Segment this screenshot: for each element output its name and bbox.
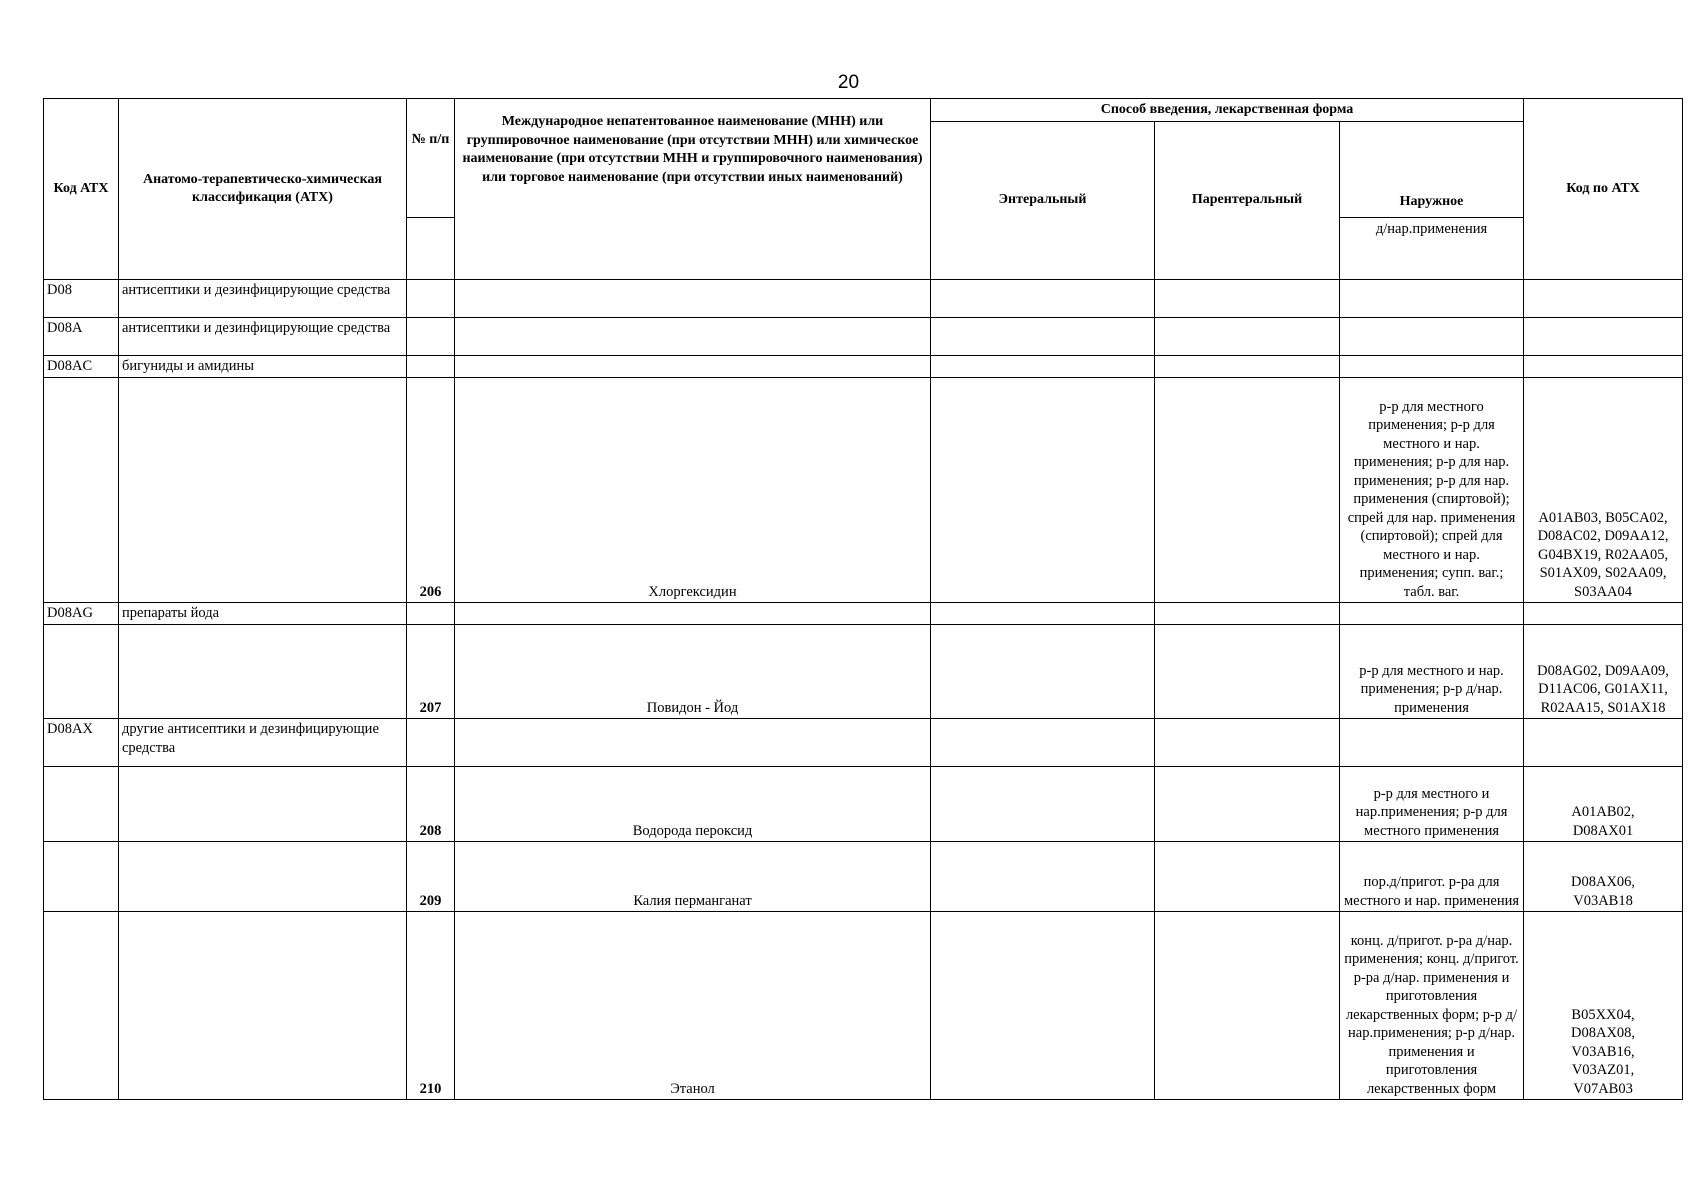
- table-row: [44, 280, 1683, 318]
- row-atc-code: D08AG02, D09AA09, D11AC06, G01AX11, R02AA15, S01AX18: [1524, 625, 1683, 719]
- row-atc-code: A01AB03, B05CA02, D08AC02, D09AA12, G04BX19, R02AA05, S01AX09, S02AA09, S03AA04: [1524, 378, 1683, 603]
- row-parenteral: [1155, 719, 1340, 767]
- row-classification: антисептики и дезинфицирующие средства: [119, 318, 407, 356]
- table-row: [44, 603, 1683, 625]
- row-atx-code: [44, 767, 119, 842]
- header-item-number: № п/п: [407, 99, 455, 218]
- row-classification: [119, 912, 407, 1100]
- row-enteral: [931, 912, 1155, 1100]
- row-external: пор.д/пригот. р-ра для местного и нар. применения: [1340, 842, 1524, 912]
- row-enteral: [931, 280, 1155, 318]
- row-atc-code: [1524, 603, 1683, 625]
- row-classification: препараты йода: [119, 603, 407, 625]
- row-atc-code: D08AX06, V03AB18: [1524, 842, 1683, 912]
- header-external-sub: д/нар.применения: [1340, 218, 1524, 280]
- row-enteral: [931, 318, 1155, 356]
- drug-classification-table: [43, 98, 1683, 1100]
- row-classification: [119, 625, 407, 719]
- row-number: [407, 719, 455, 767]
- row-number: 209: [407, 842, 455, 912]
- row-mnn: Водорода пероксид: [455, 767, 931, 842]
- table-row: [44, 767, 1683, 842]
- table-row: [44, 912, 1683, 1100]
- row-mnn: [455, 603, 931, 625]
- row-atc-code: [1524, 719, 1683, 767]
- header-item-number-sub: [407, 218, 455, 280]
- table-row: [44, 842, 1683, 912]
- row-atx-code: D08: [44, 280, 119, 318]
- row-external: [1340, 719, 1524, 767]
- row-enteral: [931, 603, 1155, 625]
- row-parenteral: [1155, 318, 1340, 356]
- row-external: конц. д/пригот. р-ра д/нар. применения; конц. д/пригот. р-ра д/нар. применения и приготовления лекарственных форм; р-р д/нар.применения; р-р д/нар. применения и приготовления лекарственных форм: [1340, 912, 1524, 1100]
- row-atx-code: D08AG: [44, 603, 119, 625]
- row-mnn: Повидон - Йод: [455, 625, 931, 719]
- header-parenteral: Парентеральный: [1155, 122, 1340, 280]
- table-row: [44, 378, 1683, 603]
- row-mnn: Этанол: [455, 912, 931, 1100]
- row-enteral: [931, 719, 1155, 767]
- row-atx-code: [44, 378, 119, 603]
- table-body: [44, 280, 1683, 1100]
- row-classification: [119, 842, 407, 912]
- row-external: [1340, 280, 1524, 318]
- row-number: [407, 280, 455, 318]
- row-enteral: [931, 625, 1155, 719]
- row-atx-code: [44, 912, 119, 1100]
- row-external: р-р для местного и нар. применения; р-р д/нар. применения: [1340, 625, 1524, 719]
- row-parenteral: [1155, 767, 1340, 842]
- row-classification: антисептики и дезинфицирующие средства: [119, 280, 407, 318]
- row-mnn: [455, 280, 931, 318]
- row-enteral: [931, 767, 1155, 842]
- row-mnn: Калия перманганат: [455, 842, 931, 912]
- row-atc-code: [1524, 280, 1683, 318]
- header-mnn: Международное непатентованное наименование (МНН) или группировочное наименование (при отсутствии МНН) или химическое наименование (при отсутствии МНН и группировочного наименования) или торговое наименование (при отсутствии иных наименований): [455, 99, 931, 280]
- table-row: [44, 356, 1683, 378]
- page-number: 20: [837, 72, 860, 93]
- row-classification: другие антисептики и дезинфицирующие средства: [119, 719, 407, 767]
- table-row: [44, 625, 1683, 719]
- row-number: 206: [407, 378, 455, 603]
- row-parenteral: [1155, 280, 1340, 318]
- header-route-group: Способ введения, лекарственная форма: [931, 99, 1524, 122]
- row-atx-code: D08A: [44, 318, 119, 356]
- header-atx-classification: Анатомо-терапевтическо-химическая классификация (АТХ): [119, 99, 407, 280]
- header-external: Наружное: [1340, 122, 1524, 218]
- row-number: [407, 318, 455, 356]
- row-atx-code: D08AC: [44, 356, 119, 378]
- row-mnn: [455, 719, 931, 767]
- row-parenteral: [1155, 356, 1340, 378]
- row-mnn: Хлоргексидин: [455, 378, 931, 603]
- row-parenteral: [1155, 625, 1340, 719]
- row-enteral: [931, 378, 1155, 603]
- row-atx-code: D08AX: [44, 719, 119, 767]
- row-number: 207: [407, 625, 455, 719]
- row-atc-code: [1524, 318, 1683, 356]
- row-mnn: [455, 356, 931, 378]
- row-external: р-р для местного применения; р-р для местного и нар. применения; р-р для нар. применения; р-р для нар. применения (спиртовой); спрей для нар. применения (спиртовой); спрей для местного и нар. применения; супп. ваг.; табл. ваг.: [1340, 378, 1524, 603]
- row-parenteral: [1155, 603, 1340, 625]
- row-parenteral: [1155, 842, 1340, 912]
- row-classification: бигуниды и амидины: [119, 356, 407, 378]
- row-mnn: [455, 318, 931, 356]
- row-number: 210: [407, 912, 455, 1100]
- row-enteral: [931, 356, 1155, 378]
- row-atc-code: [1524, 356, 1683, 378]
- row-classification: [119, 767, 407, 842]
- table-row: [44, 719, 1683, 767]
- header-atx-code: Код АТХ: [44, 99, 119, 280]
- row-atc-code: A01AB02, D08AX01: [1524, 767, 1683, 842]
- row-enteral: [931, 842, 1155, 912]
- row-classification: [119, 378, 407, 603]
- row-external: [1340, 318, 1524, 356]
- row-number: [407, 356, 455, 378]
- header-enteral: Энтеральный: [931, 122, 1155, 280]
- table-row: [44, 318, 1683, 356]
- row-number: 208: [407, 767, 455, 842]
- row-atx-code: [44, 842, 119, 912]
- header-atc-code: Код по АТХ: [1524, 99, 1683, 280]
- row-external: [1340, 603, 1524, 625]
- row-atc-code: B05XX04, D08AX08, V03AB16, V03AZ01, V07AB03: [1524, 912, 1683, 1100]
- row-external: [1340, 356, 1524, 378]
- row-atx-code: [44, 625, 119, 719]
- row-number: [407, 603, 455, 625]
- row-parenteral: [1155, 378, 1340, 603]
- row-parenteral: [1155, 912, 1340, 1100]
- table-header: [44, 99, 1683, 280]
- row-external: р-р для местного и нар.применения; р-р для местного применения: [1340, 767, 1524, 842]
